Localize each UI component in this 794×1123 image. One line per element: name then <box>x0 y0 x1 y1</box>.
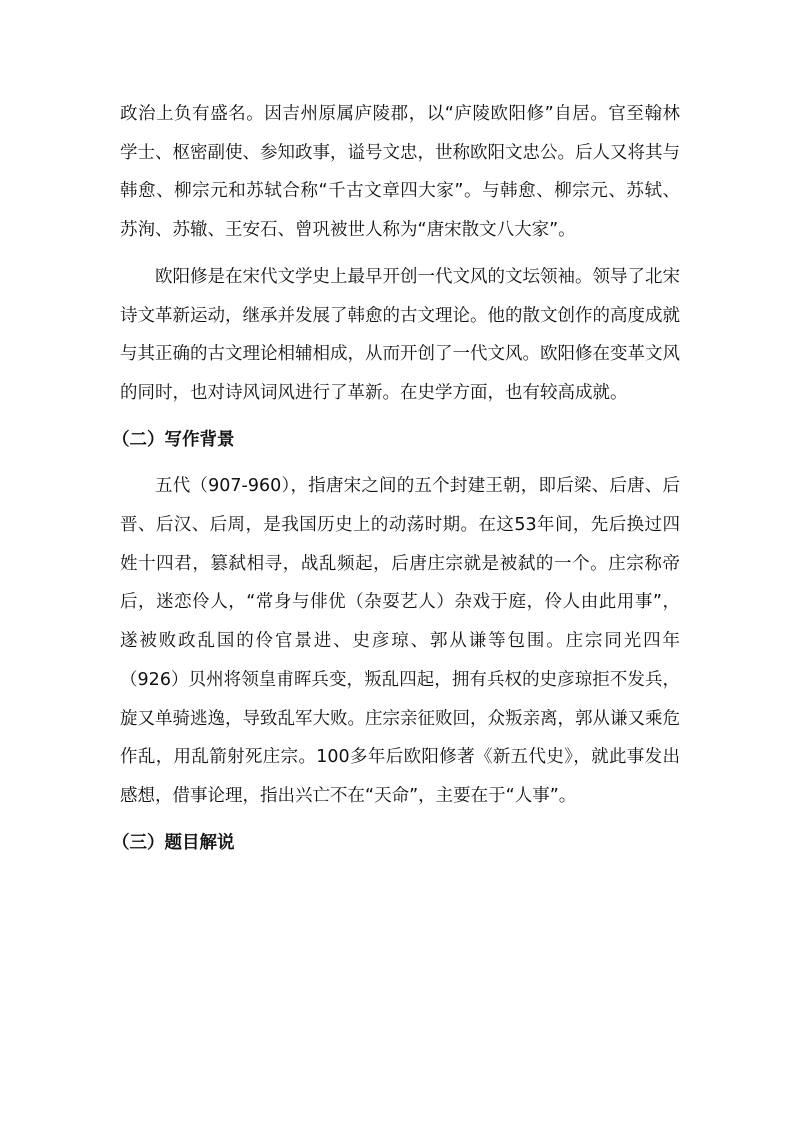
paragraph-spacer <box>120 459 680 467</box>
section-heading-title-explanation: （三）题目解说 <box>112 832 235 853</box>
paragraph-literary-leadership: 欧阳修是在宋代文学史上最早开创一代文风的文坛领袖。领导了北宋诗文革新运动，继承并发展了韩愈的古文理论。他的散文创作的高度成就与其正确的古文理论相辅相成，从而开创了一代文风。欧阳修在变革文风的同时，也对诗风词风进行了革新。在史学方面，也有较高成就。 <box>120 266 680 403</box>
paragraph-spacer <box>120 250 680 258</box>
paragraph-spacer <box>120 816 680 824</box>
section-heading-writing-background: （二）写作背景 <box>112 429 235 450</box>
paragraph-spacer <box>120 413 680 421</box>
paragraph-author-reputation: 政治上负有盛名。因吉州原属庐陵郡，以“庐陵欧阳修”自居。官至翰林学士、枢密副使、参知政事，谥号文忠，世称欧阳文忠公。后人又将其与韩愈、柳宗元和苏轼合称“千古文章四大家”。与韩愈、柳宗元、苏轼、苏洵、苏辙、王安石、曾巩被世人称为“唐宋散文八大家”。 <box>120 104 680 241</box>
document-page <box>112 95 680 862</box>
paragraph-writing-background: 五代（907-960），指唐宋之间的五个封建王朝，即后梁、后唐、后晋、后汉、后周，是我国历史上的动荡时期。在这53年间，先后换过四姓十四君，篡弑相寻，战乱频起，后唐庄宗就是被弑的一个。庄宗称帝后，迷恋伶人，“常身与俳优（杂耍艺人）杂戏于庭，伶人由此用事”，遂被败政乱国的伶官景进、史彦琼、郭从谦等包围。庄宗同光四年（926）贝州将领皇甫晖兵变，叛乱四起，拥有兵权的史彦琼拒不发兵，旋又单骑逃逸，导致乱军大败。庄宗亲征败回，众叛亲离，郭从谦又乘危作乱，用乱箭射死庄宗。100多年后欧阳修著《新五代史》，就此事发出感想，借事论理，指出兴亡不在“天命”，主要在于“人事”。 <box>120 476 680 806</box>
